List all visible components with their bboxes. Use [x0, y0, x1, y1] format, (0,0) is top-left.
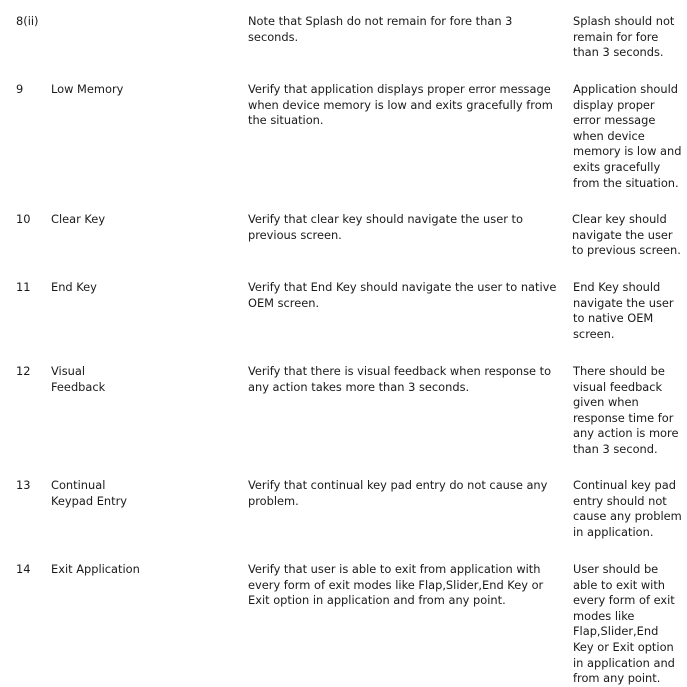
row-number: 12 [16, 364, 31, 378]
expected-result [573, 14, 685, 61]
expected-line: remain for fore [573, 29, 659, 44]
expected-result [573, 364, 685, 458]
procedure-line: every form of exit modes like Flap,Slider,End Key or [248, 577, 544, 592]
test-procedure [248, 364, 560, 395]
row-number: 10 [16, 212, 31, 226]
expected-line: memory is low and [573, 144, 682, 159]
expected-line: Continual key pad [573, 478, 676, 492]
procedure-line: Verify that there is visual feedback when response to [248, 364, 552, 378]
procedure-line: previous screen. [248, 227, 342, 242]
expected-line: navigate the user [573, 295, 674, 310]
expected-line: to previous screen. [572, 243, 681, 258]
test-name [51, 562, 171, 578]
procedure-line: any action takes more than 3 seconds. [248, 379, 470, 394]
procedure-line: OEM screen. [248, 295, 320, 310]
expected-result [573, 478, 685, 540]
row-number: 14 [16, 562, 31, 576]
expected-line: in application. [573, 524, 654, 539]
procedure-line: Verify that user is able to exit from application with [248, 562, 541, 576]
row-number: 9 [16, 82, 24, 96]
expected-result [573, 562, 685, 687]
expected-line: from the situation. [573, 175, 679, 190]
test-name [51, 364, 171, 395]
procedure-line: Verify that clear key should navigate the user to [248, 212, 523, 226]
expected-line: than 3 second. [573, 441, 658, 456]
test-name-line: Exit Application [51, 562, 140, 576]
test-name-line: Continual [51, 478, 106, 492]
expected-line: in application and [573, 655, 675, 670]
expected-line: screen. [573, 326, 615, 341]
expected-line: every form of exit [573, 593, 675, 608]
test-procedure [248, 82, 560, 129]
test-name-line: Clear Key [51, 212, 106, 226]
expected-line: able to exit with [573, 577, 666, 592]
test-name-line: Visual [51, 364, 86, 378]
test-name [51, 478, 171, 509]
expected-line: exits gracefully [573, 159, 661, 174]
procedure-line: Verify that application displays proper error message [248, 82, 551, 96]
expected-line: given when [573, 395, 639, 410]
expected-line: response time for [573, 410, 674, 425]
test-name-line: Feedback [51, 379, 106, 394]
test-name-line: End Key [51, 280, 97, 294]
procedure-line: Verify that continual key pad entry do not cause any [248, 478, 548, 492]
expected-line: navigate the user [572, 227, 673, 242]
test-procedure [248, 478, 560, 509]
expected-line: any action is more [573, 426, 679, 441]
expected-line: than 3 seconds. [573, 45, 664, 60]
test-name [51, 280, 171, 296]
procedure-line: when device memory is low and exits gracefully from [248, 97, 553, 112]
expected-line: There should be [573, 364, 665, 378]
expected-line: Clear key should [572, 212, 667, 226]
test-name [51, 82, 171, 98]
expected-line: Flap,Slider,End [573, 624, 659, 639]
test-procedure [248, 280, 560, 311]
expected-line: entry should not [573, 493, 667, 508]
expected-line: to native OEM [573, 311, 654, 326]
expected-line: Key or Exit option [573, 639, 674, 654]
expected-line: User should be [573, 562, 659, 576]
test-name [51, 212, 171, 228]
test-procedure [248, 14, 560, 45]
expected-line: display proper [573, 97, 655, 112]
expected-result [573, 82, 685, 191]
procedure-line: seconds. [248, 29, 299, 44]
expected-line: visual feedback [573, 379, 663, 394]
expected-line: from any point. [573, 671, 661, 686]
expected-result [573, 280, 685, 342]
test-name-line: Keypad Entry [51, 493, 128, 508]
procedure-line: Note that Splash do not remain for fore than 3 [248, 14, 513, 28]
expected-line: End Key should [573, 280, 661, 294]
expected-line: cause any problem [573, 509, 682, 524]
procedure-line: the situation. [248, 113, 324, 128]
procedure-line: Verify that End Key should navigate the user to native [248, 280, 557, 294]
row-number: 8(ii) [16, 14, 39, 28]
test-name-line: Low Memory [51, 82, 124, 96]
expected-line: error message [573, 113, 656, 128]
row-number: 11 [16, 280, 31, 294]
expected-result [572, 212, 685, 259]
expected-line: Application should [573, 82, 679, 96]
procedure-line: Exit option in application and from any point. [248, 593, 506, 608]
expected-line: Splash should not [573, 14, 675, 28]
expected-line: modes like [573, 608, 635, 623]
row-number: 13 [16, 478, 31, 492]
expected-line: when device [573, 128, 645, 143]
test-procedure [248, 562, 560, 609]
procedure-line: problem. [248, 493, 299, 508]
test-procedure [248, 212, 560, 243]
